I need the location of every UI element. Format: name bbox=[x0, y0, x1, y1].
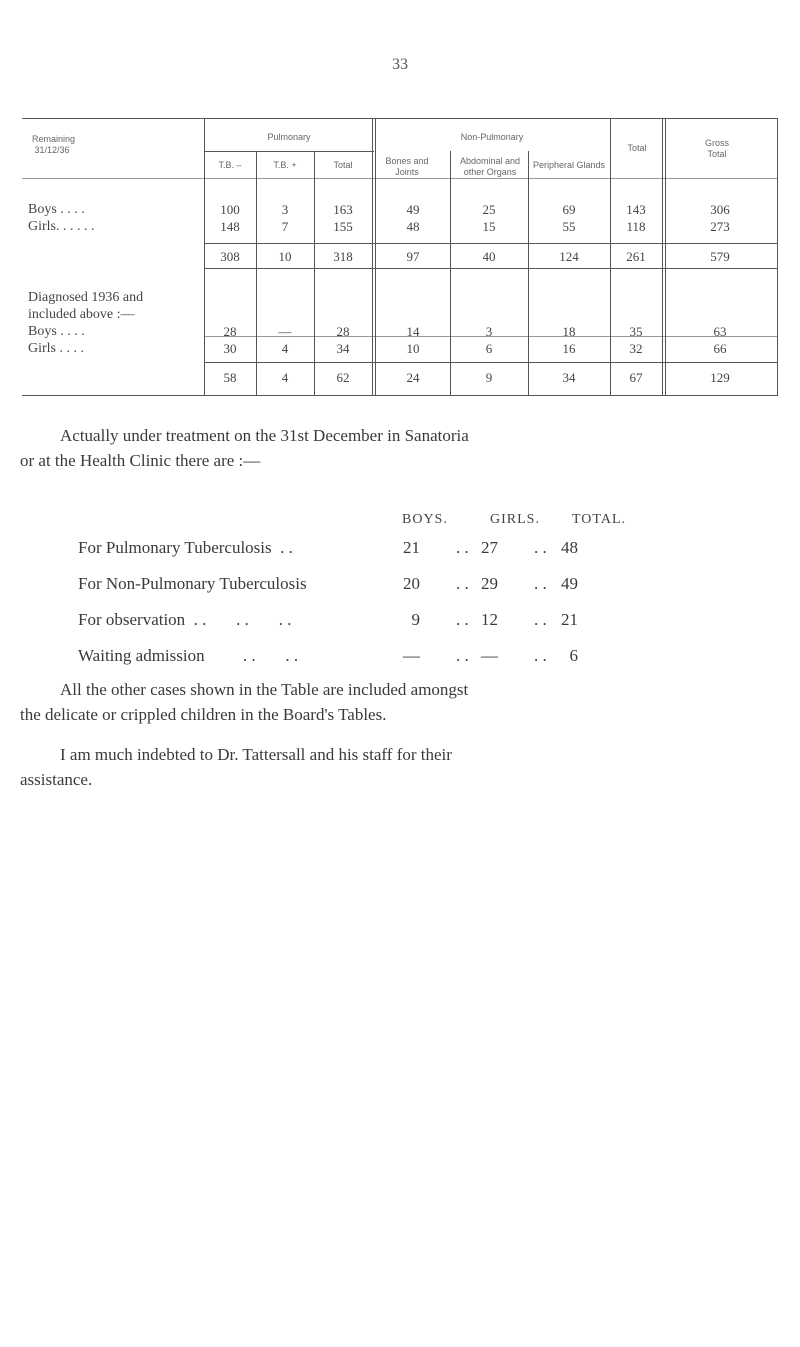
summary-girls: 12 bbox=[481, 610, 498, 629]
table-cell: 129 bbox=[710, 370, 730, 385]
table-cell: 273 bbox=[710, 219, 730, 234]
summary-label: For Non-Pulmonary Tuberculosis bbox=[78, 574, 307, 593]
table-cell: 118 bbox=[626, 219, 646, 234]
header-gross-total: Gross Total bbox=[704, 138, 729, 159]
header-non-pulmonary: Non-Pulmonary bbox=[460, 132, 524, 142]
table-cell: 4 bbox=[281, 341, 289, 356]
header-remaining: Remaining 31/12/36 bbox=[32, 134, 76, 155]
col-rule-pulmonary-end bbox=[372, 118, 376, 396]
table-cell: — bbox=[278, 324, 292, 339]
row-label-girls: Girls. . . . . . bbox=[28, 219, 95, 234]
table-cell: 63 bbox=[713, 324, 727, 339]
table-cell: 48 bbox=[406, 219, 420, 234]
table-cell: 4 bbox=[281, 370, 289, 385]
summary-sep: . . bbox=[534, 538, 547, 557]
header-total: Total bbox=[627, 143, 647, 153]
col-rule-pulm-total bbox=[314, 151, 315, 396]
summary-sep: . . bbox=[456, 610, 469, 629]
summary-sep: . . bbox=[534, 610, 547, 629]
row-label-diagnosed-boys: Boys . . . . bbox=[28, 324, 85, 339]
table-cell: 62 bbox=[336, 370, 350, 385]
table-cell: 58 bbox=[223, 370, 237, 385]
table-cell: 15 bbox=[482, 219, 496, 234]
summary-total: 6 bbox=[569, 646, 578, 665]
summary-header-boys: BOYS. bbox=[402, 512, 448, 527]
summary-total: 49 bbox=[561, 574, 578, 593]
table-cell: 35 bbox=[629, 324, 643, 339]
summary-girls: 27 bbox=[481, 538, 498, 557]
table-cell: 14 bbox=[406, 324, 420, 339]
table-cell: 69 bbox=[562, 202, 576, 217]
table-cell: 579 bbox=[710, 249, 730, 264]
summary-total: 48 bbox=[561, 538, 578, 557]
summary-total: 21 bbox=[561, 610, 578, 629]
diagnosed-label-line-2: included above :— bbox=[28, 307, 135, 322]
table-cell: 9 bbox=[485, 370, 493, 385]
summary-sep: . . bbox=[534, 646, 547, 665]
summary-sep: . . bbox=[456, 538, 469, 557]
summary-sep: . . bbox=[534, 574, 547, 593]
para-thanks-line-2: assistance. bbox=[20, 770, 93, 789]
table-cell: 3 bbox=[485, 324, 493, 339]
row-label-diagnosed-girls: Girls . . . . bbox=[28, 341, 84, 356]
row-label-boys: Boys . . . . bbox=[28, 202, 85, 217]
table-cell: 10 bbox=[406, 341, 420, 356]
table-cell: 308 bbox=[220, 249, 240, 264]
summary-boys: — bbox=[403, 646, 420, 665]
table-cell: 261 bbox=[626, 249, 646, 264]
summary-label: Waiting admission . . . . bbox=[78, 646, 299, 665]
table-cell: 24 bbox=[406, 370, 420, 385]
table-cell: 30 bbox=[223, 341, 237, 356]
pulmonary-subheader-rule bbox=[204, 151, 374, 152]
table-cell: 40 bbox=[482, 249, 496, 264]
para-thanks-line-1: I am much indebted to Dr. Tattersall and his staff for their bbox=[60, 745, 452, 764]
table-cell: 28 bbox=[336, 324, 350, 339]
table-cell: 100 bbox=[220, 202, 240, 217]
summary-sep: . . bbox=[456, 646, 469, 665]
table-cell: 66 bbox=[713, 341, 727, 356]
table-cell: 18 bbox=[562, 324, 576, 339]
summary-header-total: TOTAL. bbox=[572, 512, 627, 527]
table-cell: 306 bbox=[710, 202, 730, 217]
table-cell: 318 bbox=[333, 249, 353, 264]
table-cell: 155 bbox=[333, 219, 353, 234]
header-peripheral-glands: Peripheral Glands bbox=[532, 160, 606, 170]
summary-label: For observation . . . . . . bbox=[78, 610, 292, 629]
summary-boys: 20 bbox=[403, 574, 420, 593]
col-rule-abdominal bbox=[450, 151, 451, 396]
summary-boys: 9 bbox=[411, 610, 420, 629]
table-cell: 163 bbox=[333, 202, 353, 217]
summary-girls: — bbox=[481, 646, 498, 665]
table-cell: 25 bbox=[482, 202, 496, 217]
summary-label: For Pulmonary Tuberculosis . . bbox=[78, 538, 293, 557]
subtotal-rule-2b bbox=[204, 362, 778, 363]
col-rule-gross bbox=[662, 118, 666, 396]
table-cell: 3 bbox=[281, 202, 289, 217]
para-other-line-1: All the other cases shown in the Table are included amongst bbox=[60, 680, 469, 699]
table-cell: 10 bbox=[278, 249, 292, 264]
tuberculosis-table bbox=[22, 118, 778, 396]
header-pulmonary: Pulmonary bbox=[267, 132, 311, 142]
header-tb-plus: T.B. + bbox=[273, 160, 297, 170]
header-pulmonary-total: Total bbox=[333, 160, 353, 170]
table-cell: 6 bbox=[485, 341, 493, 356]
table-cell: 67 bbox=[629, 370, 643, 385]
table-cell: 7 bbox=[281, 219, 289, 234]
header-tb-minus: T.B. – bbox=[218, 160, 242, 170]
table-cell: 32 bbox=[629, 341, 643, 356]
page-number: 33 bbox=[392, 56, 408, 73]
header-bones-joints: Bones and Joints bbox=[385, 156, 429, 177]
table-cell: 28 bbox=[223, 324, 237, 339]
summary-header-girls: GIRLS. bbox=[490, 512, 540, 527]
table-cell: 97 bbox=[406, 249, 420, 264]
summary-sep: . . bbox=[456, 574, 469, 593]
subtotal-rule-1b bbox=[204, 268, 778, 269]
table-cell: 49 bbox=[406, 202, 420, 217]
para-other-line-2: the delicate or crippled children in the Board's Tables. bbox=[20, 705, 387, 724]
diagnosed-label-line-1: Diagnosed 1936 and bbox=[28, 290, 144, 305]
intro-line-2: or at the Health Clinic there are :— bbox=[20, 451, 261, 470]
col-rule-peripheral bbox=[528, 151, 529, 396]
table-cell: 55 bbox=[562, 219, 576, 234]
header-abdominal: Abdominal and other Organs bbox=[459, 156, 521, 177]
subtotal-rule-1 bbox=[204, 243, 778, 244]
table-right-rule bbox=[777, 118, 778, 396]
table-cell: 143 bbox=[626, 202, 646, 217]
table-cell: 34 bbox=[336, 341, 350, 356]
col-rule-tb-plus bbox=[256, 151, 257, 396]
summary-boys: 21 bbox=[403, 538, 420, 557]
table-cell: 124 bbox=[559, 249, 579, 264]
table-cell: 34 bbox=[562, 370, 576, 385]
table-cell: 148 bbox=[220, 219, 240, 234]
intro-line-1: Actually under treatment on the 31st December in Sanatoria bbox=[60, 426, 469, 445]
summary-girls: 29 bbox=[481, 574, 498, 593]
table-cell: 16 bbox=[562, 341, 576, 356]
col-rule-total bbox=[610, 118, 611, 396]
